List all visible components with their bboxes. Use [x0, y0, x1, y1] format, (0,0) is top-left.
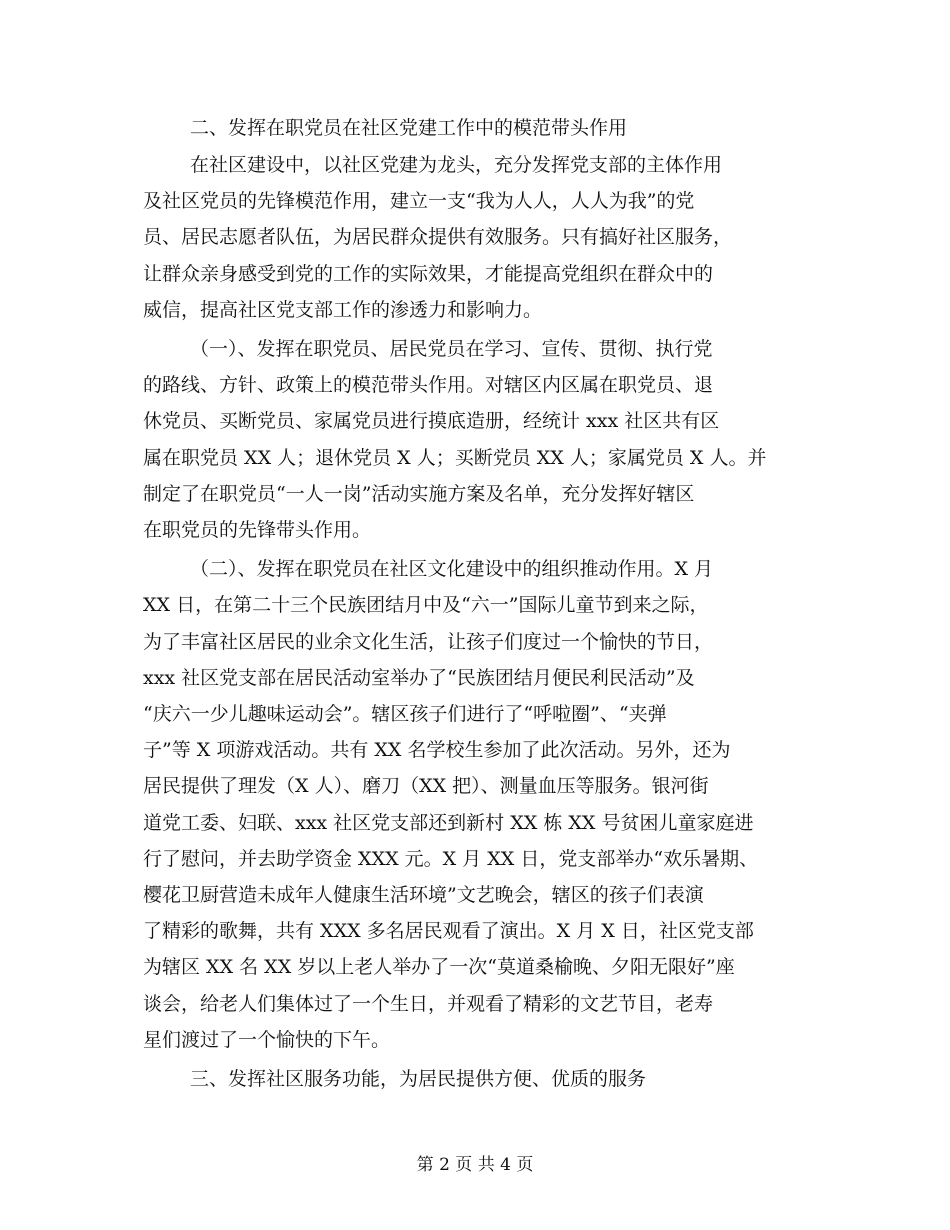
paragraph-line: （一）、发挥在职党员、居民党员在学习、宣传、贯彻、执行党 — [190, 338, 713, 361]
paragraph-line: 居民提供了理发（X 人）、磨刀（XX 把）、测量血压等服务。银河街 — [143, 775, 709, 798]
section-heading-2: 二、发挥在职党员在社区党建工作中的模范带头作用 — [190, 117, 628, 139]
paragraph-community-building — [143, 147, 808, 328]
section-heading-3: 三、发挥社区服务功能，为居民提供方便、优质的服务 — [190, 1068, 647, 1091]
paragraph-line: 在社区建设中，以社区党建为龙头，充分发挥党支部的主体作用 — [190, 154, 723, 176]
paragraph-line: 制定了在职党员“一人一岗”活动实施方案及名单，充分发挥好辖区 — [143, 482, 695, 505]
document-body — [143, 110, 808, 1097]
paragraph-line: 属在职党员 XX 人；退休党员 X 人；买断党员 XX 人；家属党员 X 人。并 — [143, 446, 767, 469]
paragraph-line: 行了慰问，并去助学资金 XXX 元。X 月 XX 日，党支部举办“欢乐暑期、 — [143, 847, 759, 870]
paragraph-line: 星们渡过了一个愉快的下午。 — [143, 1028, 391, 1051]
paragraph-line: XX 日，在第二十三个民族团结月中及“六一”国际儿童节到来之际， — [143, 594, 709, 617]
paragraph-line: （二）、发挥在职党员在社区文化建设中的组织推动作用。X 月 — [190, 558, 714, 581]
paragraph-line: 休党员、买断党员、家属党员进行摸底造册，经统计 xxx 社区共有区 — [143, 410, 720, 433]
paragraph-line: 谈会，给老人们集体过了一个生日，并观看了精彩的文艺节目，老寿 — [143, 992, 714, 1015]
paragraph-line: 及社区党员的先锋模范作用，建立一支“我为人人，人人为我”的党 — [143, 190, 695, 213]
paragraph-subsection-1 — [143, 331, 808, 548]
paragraph-line: 的路线、方针、政策上的模范带头作用。对辖区内区属在职党员、退 — [143, 374, 714, 397]
page-footer: 第 2 页 共 4 页 — [416, 1155, 534, 1175]
paragraph-line: “庆六一少儿趣味运动会”。辖区孩子们进行了“呼啦圈”、“夹弹 — [143, 703, 667, 726]
paragraph-subsection-2 — [143, 551, 808, 1058]
paragraph-line: 为辖区 XX 名 XX 岁以上老人举办了一次“莫道桑榆晚、夕阳无限好”座 — [143, 956, 735, 979]
paragraph-line: 樱花卫厨营造未成年人健康生活环境”文艺晚会，辖区的孩子们表演 — [143, 884, 704, 907]
paragraph-line: 道党工委、妇联、xxx 社区党支部还到新村 XX 栋 XX 号贫困儿童家庭进 — [143, 811, 754, 834]
paragraph-line: 为了丰富社区居民的业余文化生活，让孩子们度过一个愉快的节日， — [143, 630, 714, 653]
paragraph-line: 让群众亲身感受到党的工作的实际效果，才能提高党组织在群众中的 — [143, 262, 714, 285]
paragraph-line: 员、居民志愿者队伍，为居民群众提供有效服务。只有搞好社区服务， — [143, 226, 733, 249]
paragraph-line: 威信，提高社区党支部工作的渗透力和影响力。 — [143, 298, 543, 321]
paragraph-line: xxx 社区党支部在居民活动室举办了“民族团结月便民利民活动”及 — [143, 666, 695, 689]
paragraph-line: 在职党员的先锋带头作用。 — [143, 519, 372, 542]
paragraph-line: 了精彩的歌舞，共有 XXX 多名居民观看了演出。X 月 X 日，社区党支部 — [143, 920, 754, 943]
paragraph-line: 子”等 X 项游戏活动。共有 XX 名学校生参加了此次活动。另外，还为 — [143, 739, 731, 762]
